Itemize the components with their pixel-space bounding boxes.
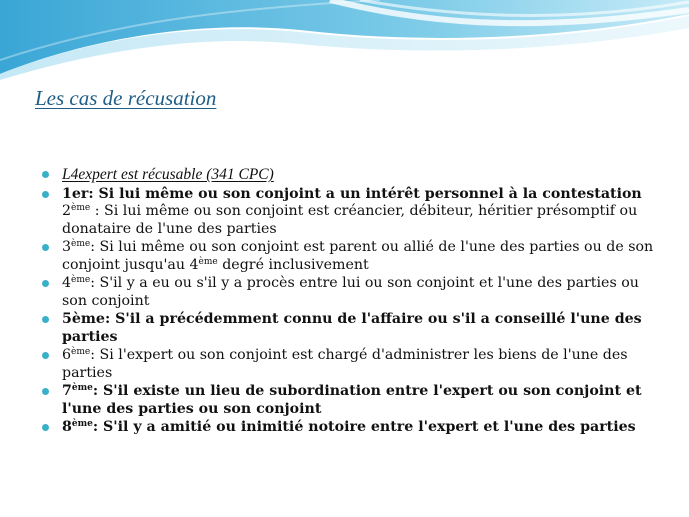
list-item (40, 347, 655, 382)
slide-title: Les cas de récusation (35, 86, 217, 110)
ordinal-suffix: ème (71, 383, 93, 393)
header-wave-decoration (0, 0, 689, 90)
item-text: : S'il y a eu ou s'il y a procès entre lui ou son conjoint et l'une des parties ou son conjoint (62, 275, 639, 309)
list-item (40, 383, 655, 418)
ordinal-suffix: ème (71, 347, 91, 357)
item-number: 2 (62, 203, 72, 219)
item-number: 6 (62, 347, 72, 363)
list-item (40, 186, 655, 239)
item-number: 4 (62, 275, 72, 291)
list-item (40, 166, 655, 185)
list-item (40, 239, 655, 274)
item-text: : S'il existe un lieu de subordination entre l'expert ou son conjoint et l'une des parties ou son conjoint (62, 383, 642, 417)
item-number: 5ème (62, 311, 105, 327)
bullet-icon (42, 244, 49, 251)
item-number: 3 (62, 239, 72, 255)
item-text: : S'il y a amitié ou inimitié notoire entre l'expert et l'une des parties (92, 419, 636, 435)
list-item (40, 419, 655, 437)
ordinal-suffix: ème (71, 419, 93, 429)
item-text: degré inclusivement (217, 256, 369, 273)
bullet-icon (42, 316, 49, 323)
item-text: : S'il a précédemment connu de l'affaire ou s'il a conseillé l'une des parties (62, 311, 642, 345)
list-item (40, 311, 655, 346)
item-text: : Si lui même ou son conjoint est créancier, débiteur, héritier présomptif ou donataire de l'une des parties (62, 203, 638, 237)
ordinal-suffix: ème (198, 256, 218, 267)
bullet-icon (42, 352, 49, 359)
ordinal-suffix: ème (71, 203, 91, 213)
item-text: : Si lui même ou son conjoint est parent ou allié de l'une des parties ou de son conjoint jusqu'au 4 (62, 239, 654, 273)
bullet-icon (42, 388, 49, 395)
ordinal-suffix: ème (71, 239, 91, 249)
bullet-icon (42, 280, 49, 287)
sub-line (62, 203, 655, 238)
bullet-icon (42, 171, 49, 178)
item-number: 8 (62, 419, 72, 435)
bullet-icon (42, 424, 49, 431)
ordinal-suffix: ème (71, 275, 91, 285)
bullet-icon (42, 191, 49, 198)
item-number: 1er (62, 185, 89, 202)
item-text: L4expert est récusable (341 CPC) (62, 166, 274, 183)
item-text: : Si lui même ou son conjoint a un intérêt personnel à la contestation (88, 185, 642, 202)
recusation-list (40, 166, 655, 438)
item-text: : Si l'expert ou son conjoint est chargé d'administrer les biens de l'une des parties (62, 347, 628, 381)
item-number: 7 (62, 383, 72, 399)
list-item (40, 275, 655, 310)
